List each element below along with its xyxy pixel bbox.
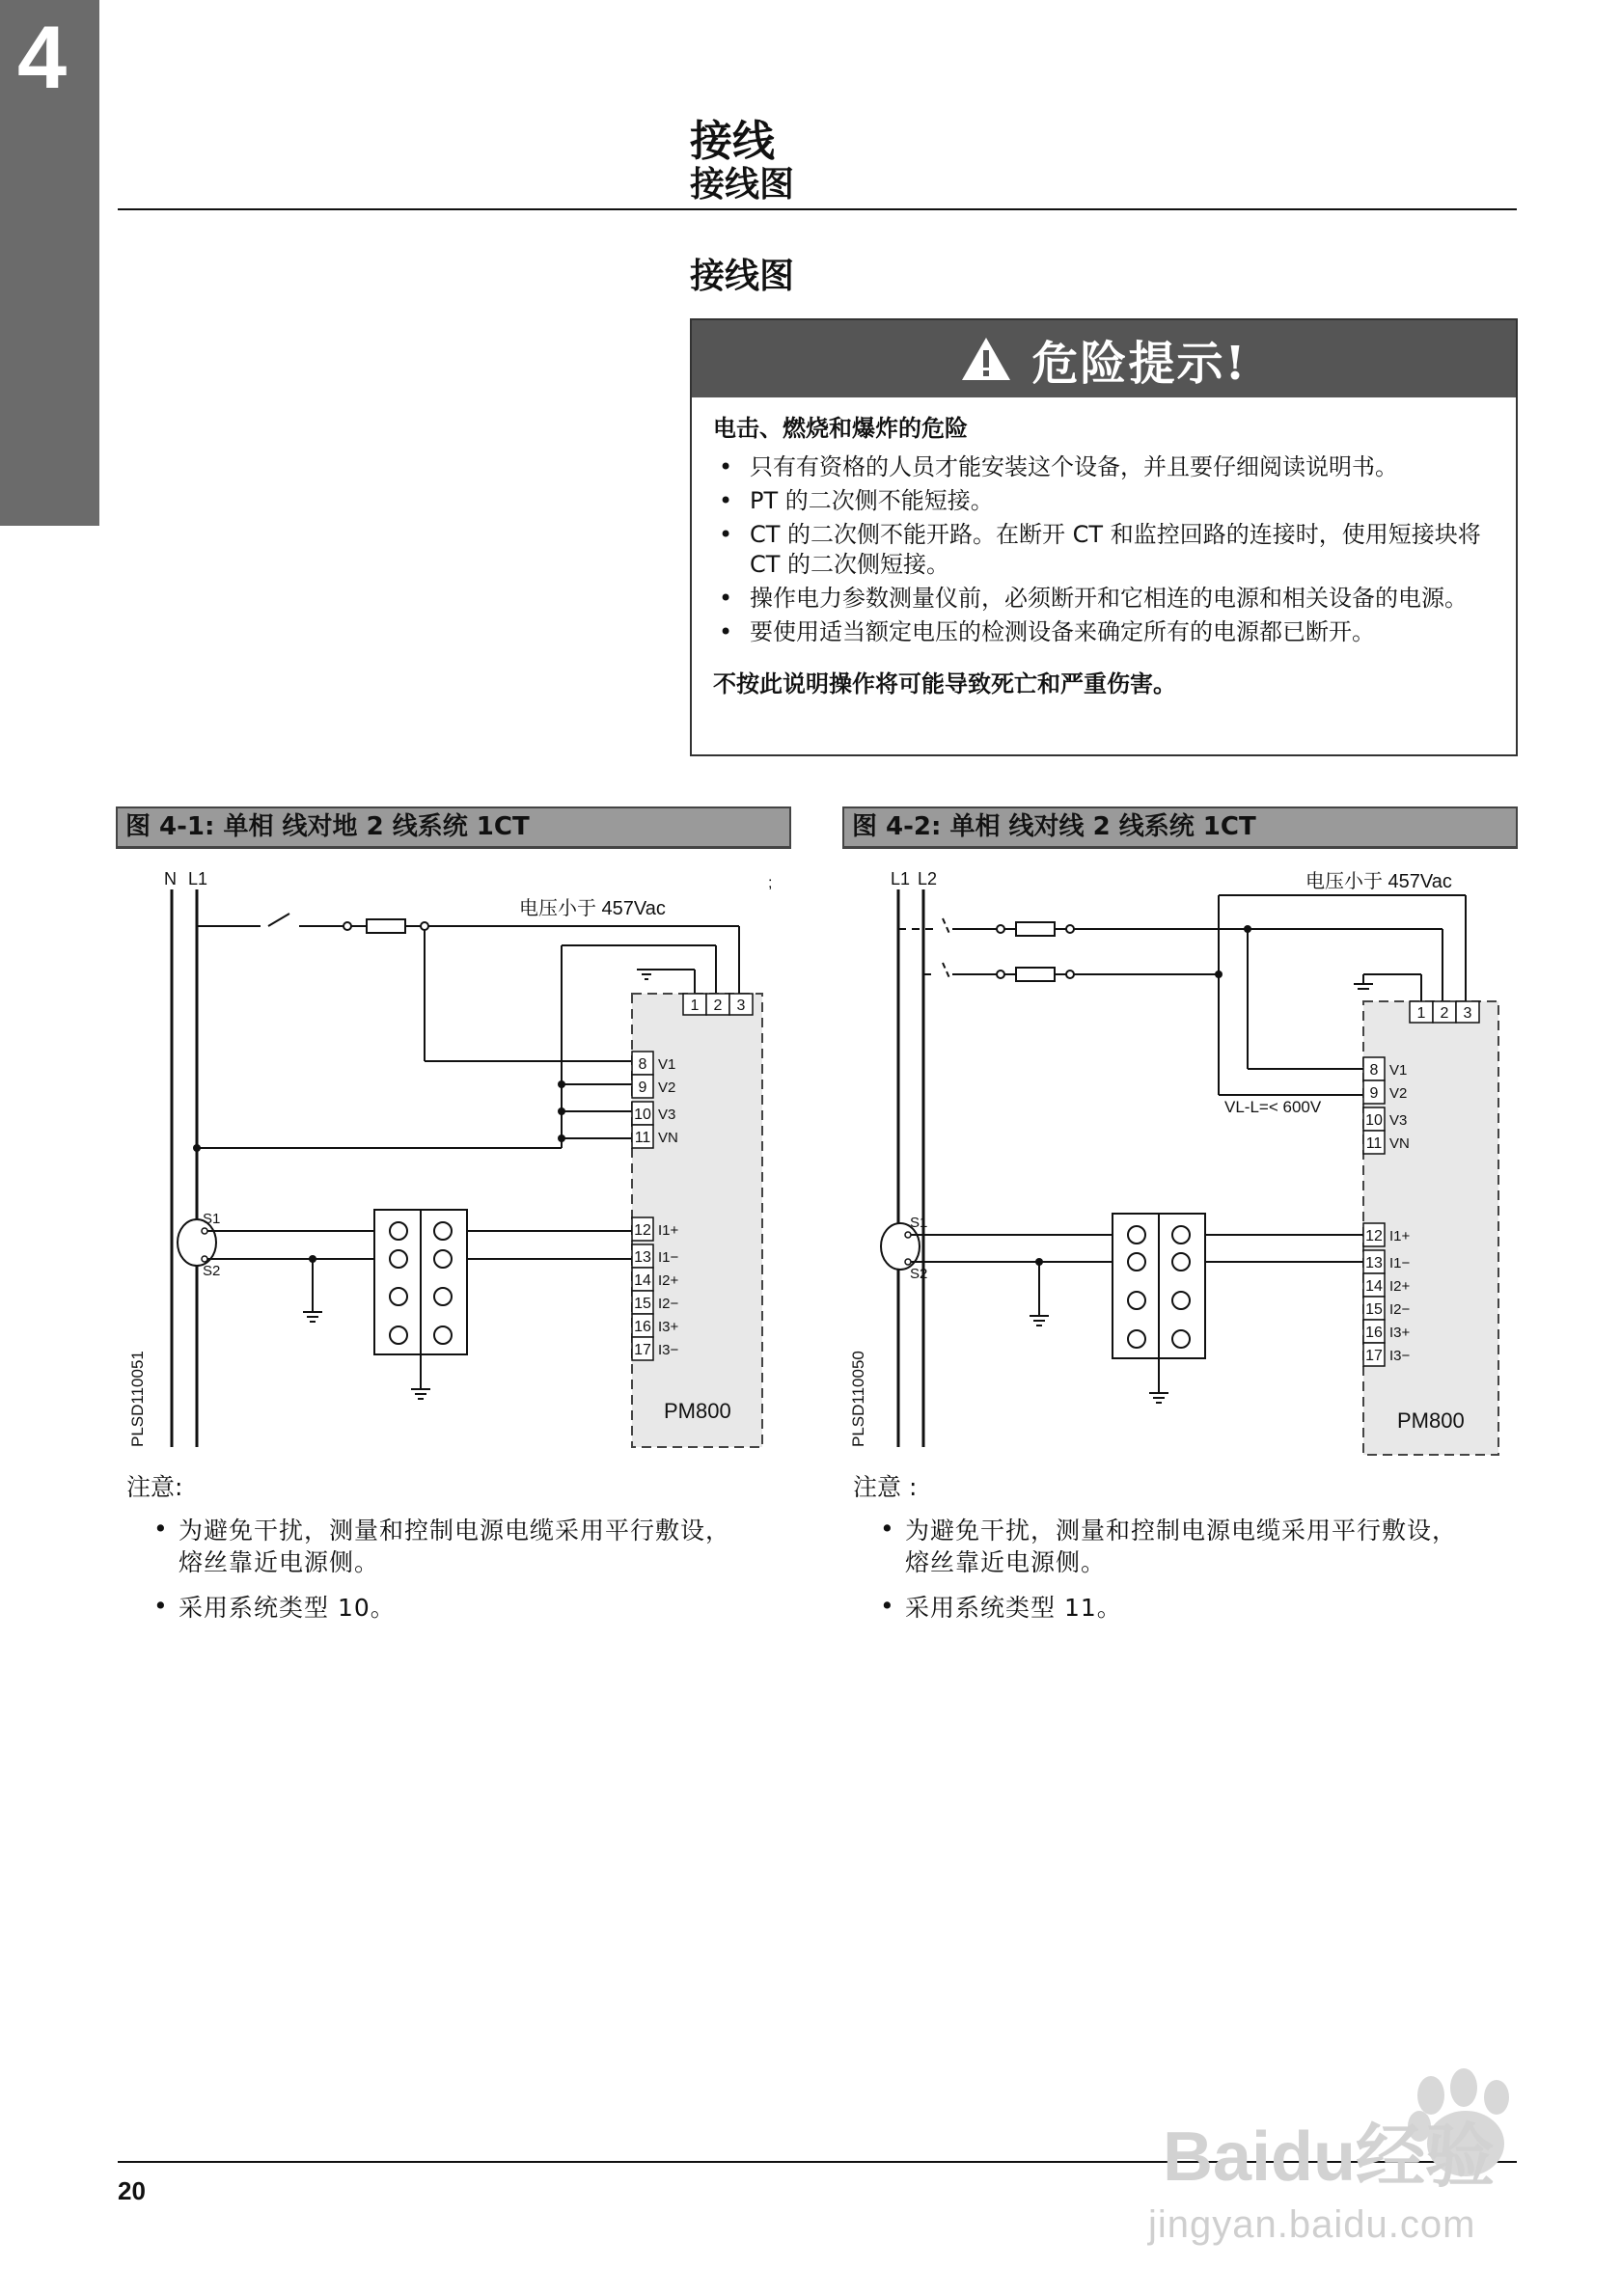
ct-terminal: [202, 1228, 207, 1234]
ct-terminal: [905, 1259, 911, 1265]
ct-circuit: [881, 1214, 1363, 1403]
danger-item: • PT 的二次侧不能短接。: [713, 486, 1495, 516]
terminal-label: I1−: [1389, 1255, 1411, 1271]
line-label-l1: L1: [891, 869, 911, 888]
danger-item: • 操作电力参数测量仪前，必须断开和它相连的电源和相关设备的电源。: [713, 584, 1495, 614]
diagram-code: PLSD110051: [128, 1351, 147, 1447]
terminal-label: V2: [658, 1080, 676, 1096]
top-terminal-number: 1: [690, 998, 700, 1014]
figure-4-1-title: 图 4-1: 单相 线对地 2 线系统 1CT: [116, 806, 791, 849]
terminal-number: 17: [634, 1342, 651, 1358]
terminal-label: V1: [658, 1056, 676, 1073]
terminal-label: VN: [658, 1130, 678, 1146]
wiring-diagram-4-1: [116, 849, 810, 1466]
note-item: • 为避免干扰，测量和控制电源电缆采用平行敷设，熔丝靠近电源侧。: [853, 1515, 1470, 1578]
note-item: • 采用系统类型 11。: [853, 1592, 1470, 1624]
terminal-number: 13: [634, 1249, 651, 1266]
terminal-number: 12: [634, 1222, 651, 1239]
chapter-tab: [0, 0, 99, 526]
line-label-l1: L1: [188, 869, 208, 888]
notes-heading: 注意 :: [853, 1473, 918, 1501]
terminal-label: I3+: [1389, 1325, 1411, 1341]
meter-label: PM800: [1397, 1408, 1465, 1433]
section-title: 接线图: [690, 257, 795, 296]
terminal-label: I1+: [1389, 1228, 1411, 1244]
terminal-number: 14: [634, 1272, 651, 1289]
terminal-label: I3−: [658, 1342, 679, 1358]
terminal-number: 17: [1365, 1348, 1383, 1364]
ct-label-s1: S1: [203, 1211, 221, 1227]
notes-list: [126, 1515, 744, 1637]
top-terminal-number: 2: [1440, 1005, 1449, 1022]
notes-heading: 注意:: [126, 1473, 183, 1501]
terminal-number: 16: [634, 1319, 651, 1335]
danger-heading: 电击、燃烧和爆炸的危险: [713, 414, 968, 442]
terminal-label: V1: [1389, 1062, 1408, 1079]
terminal-label: I2−: [1389, 1301, 1411, 1318]
top-terminal-number: 1: [1416, 1005, 1426, 1022]
voltage-label: 电压小于 457Vac: [519, 898, 666, 919]
terminal-label: I1+: [658, 1222, 679, 1239]
ct-terminal: [202, 1256, 207, 1262]
terminal-number: 9: [1369, 1085, 1379, 1102]
top-terminal-number: 2: [713, 998, 723, 1014]
terminal-label: V3: [658, 1107, 676, 1123]
terminal-number: 16: [1365, 1325, 1383, 1341]
watermark-url: jingyan.baidu.com: [1148, 2203, 1476, 2246]
note-item: • 为避免干扰，测量和控制电源电缆采用平行敷设，熔丝靠近电源侧。: [126, 1515, 744, 1578]
danger-item: • CT 的二次侧不能开路。在断开 CT 和监控回路的连接时，使用短接块将 CT 的二次侧短接。: [713, 520, 1495, 580]
stray-mark: ;: [768, 875, 773, 891]
header-title: 接线: [690, 117, 775, 166]
terminal-number: 11: [1365, 1135, 1383, 1152]
terminal-label: V3: [1389, 1112, 1408, 1129]
top-terminal-number: 3: [736, 998, 746, 1014]
danger-title: 危险提示!: [1031, 336, 1248, 391]
voltage-label: 电压小于 457Vac: [1305, 871, 1452, 892]
terminal-number: 9: [638, 1080, 647, 1096]
ct-label-s2: S2: [203, 1263, 221, 1279]
terminal-number: 12: [1365, 1228, 1383, 1244]
figure-4-2-title: 图 4-2: 单相 线对线 2 线系统 1CT: [842, 806, 1518, 849]
terminal-label: I2+: [1389, 1278, 1411, 1295]
watermark-logo-text: Baidu经验: [1163, 2118, 1496, 2196]
terminal-label: V2: [1389, 1085, 1408, 1102]
terminal-number: 8: [638, 1056, 647, 1073]
danger-title-bar: [692, 320, 1516, 397]
header-subtitle: 接线图: [690, 165, 795, 205]
terminal-number: 8: [1369, 1062, 1379, 1079]
line-label-l2: L2: [918, 869, 938, 888]
ct-label-s2: S2: [910, 1266, 928, 1282]
meter-label: PM800: [664, 1399, 731, 1423]
danger-item: • 要使用适当额定电压的检测设备来确定所有的电源都已断开。: [713, 617, 1495, 647]
terminal-number: 10: [1365, 1112, 1383, 1129]
terminal-label: VN: [1389, 1135, 1410, 1152]
terminal-number: 11: [634, 1130, 651, 1146]
ct-label-s1: S1: [910, 1215, 928, 1231]
danger-body: [692, 397, 1516, 698]
header-divider: [118, 208, 1517, 210]
terminal-label: I1−: [658, 1249, 679, 1266]
terminal-label: I2−: [658, 1296, 679, 1312]
terminal-number: 14: [1365, 1278, 1383, 1295]
line-label-n: N: [164, 869, 177, 888]
terminal-number: 15: [634, 1296, 651, 1312]
danger-footer: 不按此说明操作将可能导致死亡和严重伤害。: [713, 670, 1176, 697]
danger-item: • 只有有资格的人员才能安装这个设备，并且要仔细阅读说明书。: [713, 452, 1495, 482]
chapter-number: 4: [17, 9, 68, 107]
terminal-label: I2+: [658, 1272, 679, 1289]
ct-terminal: [905, 1232, 911, 1238]
page-number: 20: [118, 2176, 146, 2205]
danger-box: [690, 318, 1518, 756]
terminal-number: 10: [634, 1107, 651, 1123]
terminal-label: I3−: [1389, 1348, 1411, 1364]
terminal-number: 15: [1365, 1301, 1383, 1318]
wiring-diagram-4-2: [842, 849, 1537, 1466]
danger-list: [713, 452, 1495, 647]
diagram-code: PLSD110050: [849, 1351, 867, 1447]
notes-list: [853, 1515, 1470, 1637]
vll-label: VL-L=< 600V: [1224, 1098, 1322, 1116]
terminal-label: I3+: [658, 1319, 679, 1335]
top-terminal-number: 3: [1463, 1005, 1472, 1022]
note-item: • 采用系统类型 10。: [126, 1592, 744, 1624]
warning-triangle-icon: [960, 336, 1012, 382]
terminal-number: 13: [1365, 1255, 1383, 1271]
